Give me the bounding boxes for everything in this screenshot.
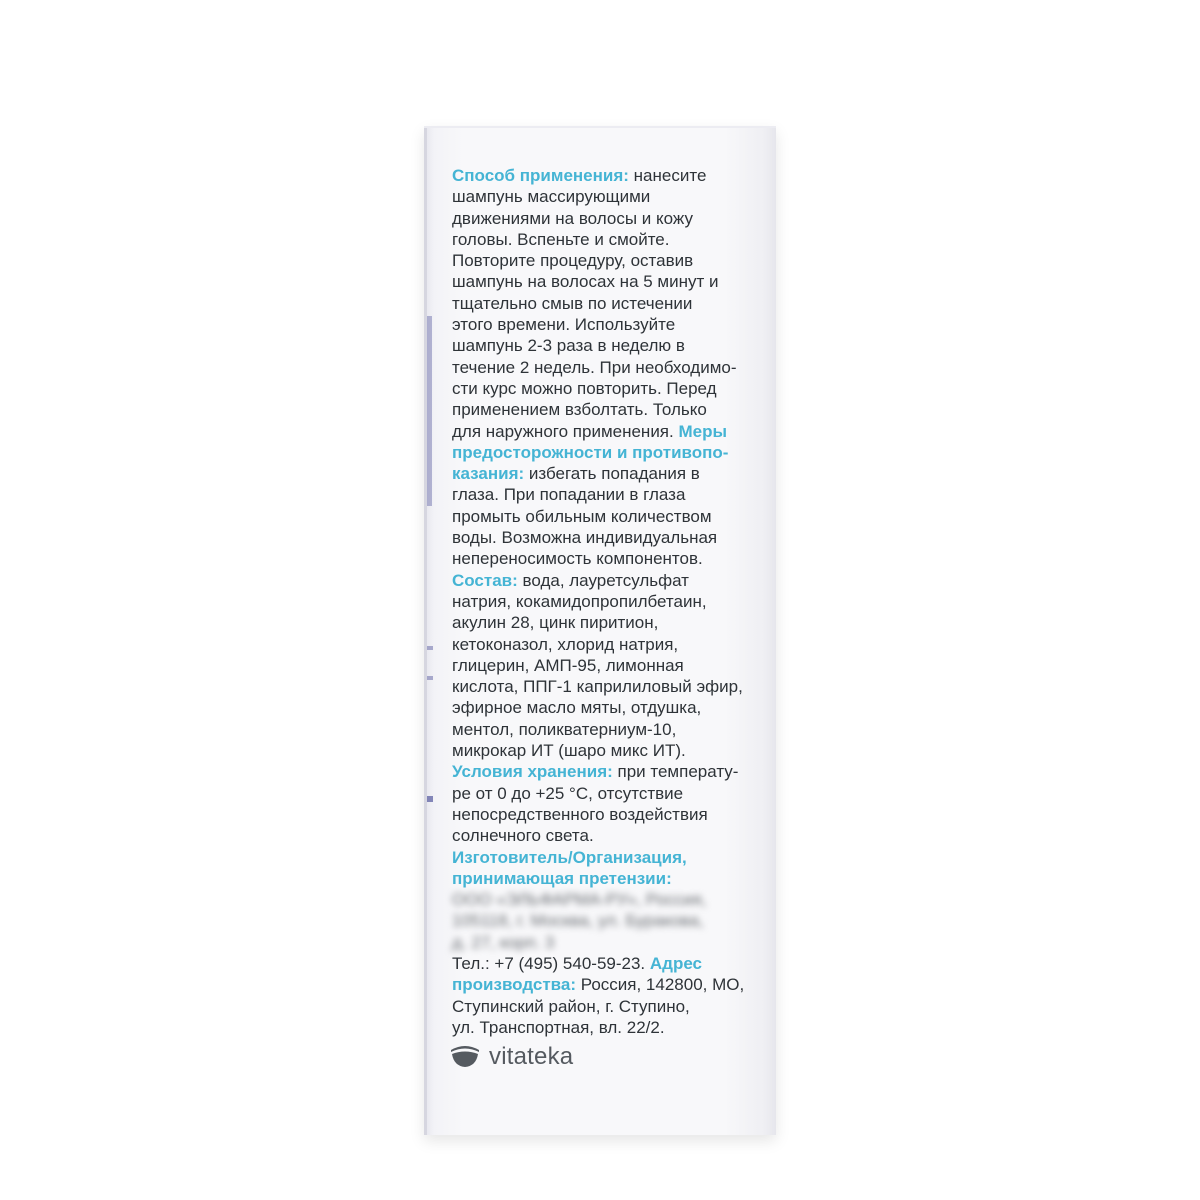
text-line: применением взболтать. Только [452, 400, 707, 420]
text-line: ментол, поликватерниум-10, [452, 719, 677, 739]
label-text-block [452, 165, 762, 1038]
text-line: этого времени. Используйте [452, 315, 676, 335]
phone-line: Тел.: +7 (495) 540-59-23. Адрес [452, 953, 703, 973]
text-line: шампунь на волосах на 5 минут и [452, 272, 719, 292]
text-line: шампунь массирующими [452, 187, 651, 207]
text-line: Повторите процедуру, оставив [452, 251, 694, 271]
usage-heading: Способ применения: [452, 166, 629, 185]
text-line: ул. Транспортная, вл. 22/2. [452, 1017, 665, 1037]
front-print-bleed [427, 316, 432, 506]
text-line: глицерин, АМП-95, лимонная [452, 655, 684, 675]
production-address-heading: Адрес [649, 953, 703, 973]
blurred-address-line: 105118, г. Москва, ул. Буракова, [452, 911, 704, 931]
text-line: шампунь 2-3 раза в неделю в [452, 336, 685, 356]
storage-line: Условия хранения: при температу- [452, 762, 739, 782]
claims-heading: принимающая претензии: [452, 868, 672, 888]
precautions-heading-cont: предосторожности и противопо- [452, 442, 729, 462]
text-line: воды. Возможна индивидуальная [452, 528, 718, 548]
text-line: тщательно смыв по истечении [452, 293, 693, 313]
text-line: солнечного света. [452, 826, 594, 846]
blurred-address-line: д. 27, корп. 3 [452, 932, 555, 952]
text-line: Ступинский район, г. Ступино, [452, 996, 690, 1016]
box-left-edge [424, 126, 427, 1135]
text-line: микрокар ИТ (шаро микс ИТ). [452, 741, 686, 761]
text-line: кетоконазол, хлорид натрия, [452, 634, 679, 654]
text-line: кислота, ППГ-1 каприлиловый эфир, [452, 677, 743, 697]
blurred-address-line: ООО «ЭЛЬФАРМА-РУ», Россия, [452, 890, 707, 910]
text-line: натрия, кокамидопропилбетаин, [452, 591, 707, 611]
precautions-line: для наружного применения. Меры [452, 421, 727, 441]
vitateka-logo-icon [449, 1040, 481, 1073]
text-line: течение 2 недель. При необходимо- [452, 357, 737, 377]
text-line: эфирное масло мяты, отдушка, [452, 698, 702, 718]
text-line: непереносимость компонентов. [452, 549, 703, 569]
vitateka-wordmark: vitateka [489, 1042, 574, 1070]
production-line: производства: Россия, 142800, МО, [452, 975, 745, 995]
text-line: акулин 28, цинк пиритион, [452, 613, 659, 633]
front-print-bleed [427, 646, 433, 650]
text-line: непосредственного воздействия [452, 804, 708, 824]
text-line: сти курс можно повторить. Перед [452, 378, 717, 398]
contraindications-line: казания: избегать попадания в [452, 464, 700, 484]
usage-line: Способ применения: нанесите [452, 166, 707, 185]
text-line: движениями на волосы и кожу [452, 208, 693, 228]
vitateka-logo [449, 1040, 573, 1073]
composition-line: Состав: вода, лауретсульфат [452, 570, 689, 590]
text-line: глаза. При попадании в глаза [452, 485, 686, 505]
text-line: головы. Вспеньте и смойте. [452, 229, 670, 249]
composition-heading: Состав: [452, 570, 518, 590]
manufacturer-heading: Изготовитель/Организация, [452, 847, 687, 867]
text-line: промыть обильным количеством [452, 506, 712, 526]
box-top-edge [424, 126, 776, 128]
front-print-bleed [427, 676, 433, 680]
precautions-heading: Меры [678, 421, 727, 441]
front-print-bleed [427, 796, 433, 802]
storage-heading: Условия хранения: [452, 762, 613, 782]
text-line: ре от 0 до +25 °С, отсутствие [452, 783, 684, 803]
